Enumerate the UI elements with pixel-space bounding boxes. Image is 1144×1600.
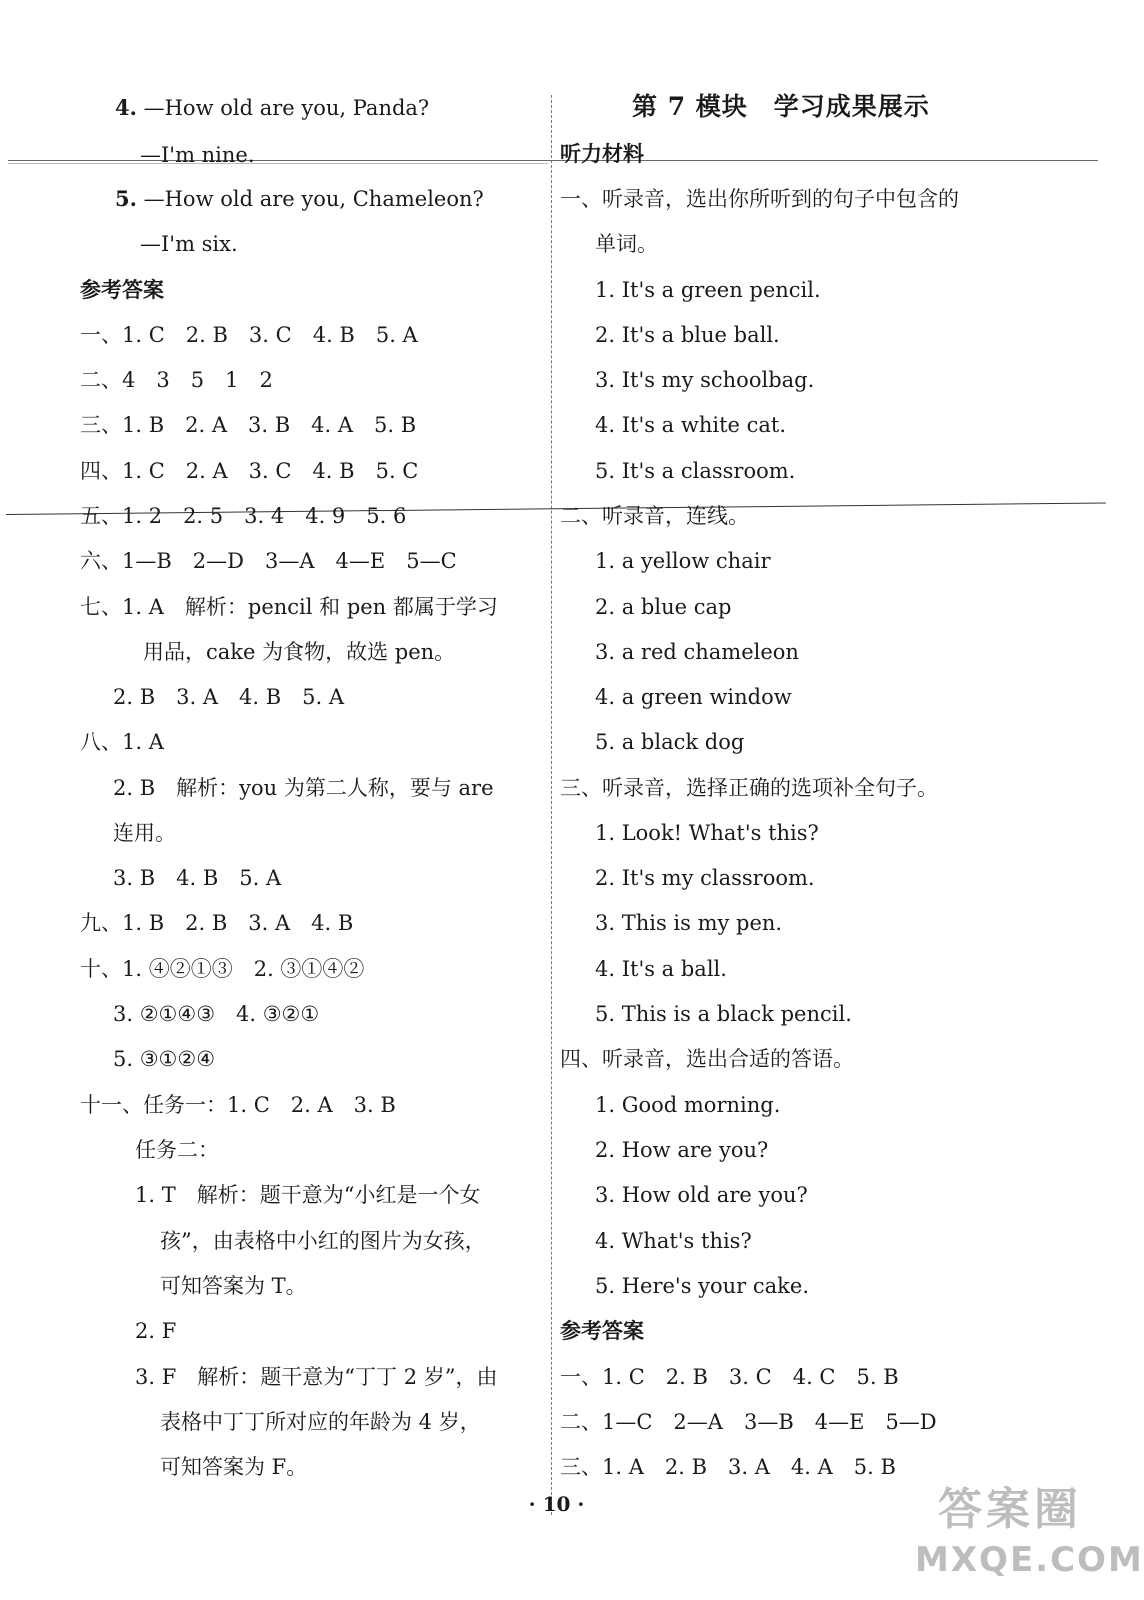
line-text: 听力材料 (560, 141, 644, 166)
text-line (135, 1182, 480, 1208)
module-title: 第 7 模块 学习成果展示 (632, 92, 930, 121)
line-text: 1. Look! What's this? (595, 821, 819, 845)
section-heading (560, 1318, 644, 1344)
line-text: 3. This is my pen. (595, 911, 783, 935)
line-text: 三、听录音，选择正确的选项补全句子。 (560, 776, 938, 800)
text-line (595, 367, 814, 393)
page-number: · 10 · (528, 1492, 585, 1516)
text-line (140, 231, 238, 257)
column-divider (551, 95, 552, 1515)
text-line (595, 1228, 752, 1254)
text-line (140, 142, 255, 168)
text-line (560, 186, 959, 212)
line-text: 连用。 (113, 821, 176, 845)
line-text: 孩”，由表格中小红的图片为女孩， (160, 1229, 486, 1253)
line-text: 参考答案 (560, 1318, 644, 1343)
text-line (115, 186, 484, 212)
text-line (595, 458, 795, 484)
line-text: 二、4 3 5 1 2 (80, 368, 273, 392)
text-line (113, 1001, 319, 1027)
text-line (160, 1409, 481, 1435)
line-text: 4. What's this? (595, 1229, 752, 1253)
line-text: 2. It's a blue ball. (595, 323, 780, 347)
line-text: 5. This is a black pencil. (595, 1002, 852, 1026)
text-line (595, 1001, 852, 1027)
header-rule-secondary (8, 163, 548, 164)
line-text: 九、1. B 2. B 3. A 4. B (80, 911, 354, 935)
line-text: 参考答案 (80, 277, 164, 302)
line-text: 六、1—B 2—D 3—A 4—E 5—C (80, 549, 457, 573)
text-line (595, 548, 771, 574)
line-text: 十、1. ④②①③ 2. ③①④② (80, 957, 365, 981)
text-line (80, 594, 498, 620)
line-text: 3. F 解析：题干意为“丁丁 2 岁”，由 (135, 1365, 498, 1389)
line-text: 1. Good morning. (595, 1093, 781, 1117)
line-text: 1. a yellow chair (595, 549, 771, 573)
text-line (595, 1182, 808, 1208)
line-text: 四、听录音，选出合适的答语。 (560, 1047, 854, 1071)
line-text: 表格中丁丁所对应的年龄为 4 岁， (160, 1410, 481, 1434)
line-text: 二、听录音，连线。 (560, 504, 749, 528)
line-text: 5. Here's your cake. (595, 1274, 809, 1298)
line-text: —I'm nine. (140, 143, 255, 167)
line-text: 5. It's a classroom. (595, 459, 796, 483)
line-text: 十一、任务一：1. C 2. A 3. B (80, 1093, 396, 1117)
line-text: 三、1. A 2. B 3. A 4. A 5. B (560, 1455, 896, 1479)
line-text: 2. F (135, 1319, 177, 1343)
item-number: 5. (115, 186, 137, 211)
text-line (160, 1228, 486, 1254)
section-heading (560, 141, 644, 167)
text-line (595, 820, 819, 846)
line-text: 四、1. C 2. A 3. C 4. B 5. C (80, 459, 419, 483)
line-text: 5. ③①②④ (113, 1047, 216, 1071)
line-text: 单词。 (595, 232, 658, 256)
line-text: —How old are you, Panda? (136, 96, 430, 120)
text-line (113, 684, 344, 710)
text-line (135, 1137, 219, 1163)
line-text: 3. B 4. B 5. A (113, 866, 282, 890)
line-text: 1. T 解析：题干意为“小红是一个女 (135, 1183, 481, 1207)
text-line (595, 729, 744, 755)
line-text: 三、1. B 2. A 3. B 4. A 5. B (80, 413, 417, 437)
text-line (560, 775, 938, 801)
text-line (80, 729, 164, 755)
line-text: 2. B 解析：you 为第二人称，要与 are (113, 776, 494, 800)
line-text: 4. It's a ball. (595, 957, 727, 981)
line-text: 可知答案为 T。 (160, 1274, 307, 1298)
text-line (560, 1364, 899, 1390)
text-line (113, 775, 494, 801)
line-text: 1. It's a green pencil. (595, 278, 821, 302)
text-line (595, 277, 821, 303)
line-text: 5. a black dog (595, 730, 745, 754)
text-line (560, 1454, 896, 1480)
line-text: 3. How old are you? (595, 1183, 808, 1207)
line-text: 2. B 3. A 4. B 5. A (113, 685, 345, 709)
line-text: 用品，cake 为食物，故选 pen。 (143, 640, 456, 664)
text-line (560, 503, 749, 529)
text-line (595, 412, 786, 438)
text-line (595, 639, 799, 665)
text-line (80, 503, 406, 529)
text-line (160, 1454, 307, 1480)
item-number: 4. (115, 95, 137, 120)
text-line (595, 684, 792, 710)
line-text: 一、听录音，选出你所听到的句子中包含的 (560, 187, 959, 211)
text-line (80, 548, 457, 574)
line-text: 3. It's my schoolbag. (595, 368, 815, 392)
text-line (595, 231, 658, 257)
text-line (80, 367, 273, 393)
watermark (915, 1480, 1144, 1595)
line-text: 3. a red chameleon (595, 640, 799, 664)
text-line (80, 1092, 396, 1118)
text-line (135, 1318, 176, 1344)
text-line (143, 639, 455, 665)
text-line (115, 95, 429, 121)
text-line (595, 594, 731, 620)
text-line (595, 1273, 809, 1299)
line-text: 可知答案为 F。 (160, 1455, 308, 1479)
line-text: 五、1. 2 2. 5 3. 4 4. 9 5. 6 (80, 504, 407, 528)
section-heading (80, 277, 164, 303)
line-text: 二、1—C 2—A 3—B 4—E 5—D (560, 1410, 937, 1434)
text-line (160, 1273, 307, 1299)
text-line (80, 458, 418, 484)
line-text: 七、1. A 解析：pencil 和 pen 都属于学习 (80, 595, 498, 619)
line-text: 3. ②①④③ 4. ③②① (113, 1002, 320, 1026)
text-line (80, 322, 418, 348)
watermark-logo-text: 答案圈 (938, 1484, 1082, 1535)
text-line (560, 1409, 937, 1435)
text-line (595, 956, 727, 982)
text-line (113, 820, 176, 846)
line-text: 八、1. A (80, 730, 164, 754)
text-line (595, 1137, 768, 1163)
line-text: 一、1. C 2. B 3. C 4. C 5. B (560, 1365, 899, 1389)
text-line (80, 956, 364, 982)
line-text: 任务二： (135, 1138, 219, 1162)
line-text: —I'm six. (140, 232, 238, 256)
text-line (595, 322, 780, 348)
text-line (113, 1046, 215, 1072)
line-text: 2. It's my classroom. (595, 866, 815, 890)
text-line (135, 1364, 497, 1390)
line-text: 2. a blue cap (595, 595, 732, 619)
text-line (595, 1092, 780, 1118)
text-line (595, 910, 782, 936)
line-text: 4. It's a white cat. (595, 413, 787, 437)
line-text: 2. How are you? (595, 1138, 769, 1162)
line-text: 4. a green window (595, 685, 792, 709)
text-line (80, 412, 416, 438)
line-text: 一、1. C 2. B 3. C 4. B 5. A (80, 323, 418, 347)
text-line (113, 865, 281, 891)
line-text: —How old are you, Chameleon? (136, 187, 484, 211)
text-line (80, 910, 353, 936)
text-line (595, 865, 815, 891)
text-line (560, 1046, 854, 1072)
watermark-url: MXQE.COM (915, 1540, 1144, 1580)
